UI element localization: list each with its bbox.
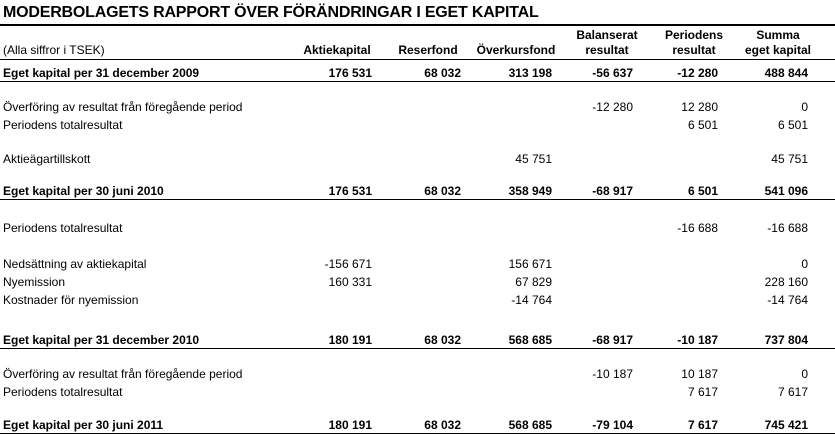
- col-header-line2: Överkursfond: [476, 43, 556, 57]
- cell-share-premium: 358 949: [508, 184, 552, 198]
- row-label: Periodens totalresultat: [3, 118, 123, 132]
- row-balance-2010-06-30: [0, 183, 835, 199]
- row-divider: [0, 348, 835, 349]
- cell-total-equity: 6 501: [777, 118, 808, 132]
- cell-retained-earnings: -10 187: [592, 367, 633, 381]
- row-label: Kostnader för nyemission: [3, 293, 139, 307]
- cell-share-capital: 180 191: [328, 418, 372, 432]
- cell-share-premium: 45 751: [515, 152, 552, 166]
- row-label: Eget kapital per 30 juni 2011: [3, 418, 164, 432]
- cell-total-equity: 745 421: [764, 418, 808, 432]
- col-header-total-equity: [723, 28, 833, 58]
- row-divider: [0, 199, 835, 200]
- cell-total-equity: -16 688: [767, 221, 808, 235]
- cell-share-premium: 568 685: [508, 418, 552, 432]
- row-share-capital-reduction: [0, 256, 835, 272]
- cell-share-capital: 160 331: [328, 275, 372, 289]
- row-label: Eget kapital per 30 juni 2010: [3, 184, 164, 198]
- cell-period-result: 10 187: [681, 367, 718, 381]
- cell-total-equity: 541 096: [764, 184, 808, 198]
- cell-share-capital: 176 531: [328, 66, 372, 80]
- cell-period-result: -16 688: [677, 221, 718, 235]
- col-header-line2: eget kapital: [744, 43, 812, 57]
- row-label: Eget kapital per 31 december 2010: [3, 333, 200, 347]
- col-header-line1: Periodens: [664, 28, 724, 42]
- row-divider: [0, 81, 835, 82]
- row-total-result-h2-2010: [0, 220, 835, 236]
- cell-reserve-fund: 68 032: [424, 184, 461, 198]
- cell-period-result: 7 617: [687, 418, 718, 432]
- row-new-issue-costs: [0, 292, 835, 308]
- cell-share-premium: 156 671: [508, 257, 552, 271]
- cell-period-result: 6 501: [687, 118, 718, 132]
- row-new-share-issue: [0, 274, 835, 290]
- col-header-line1: Summa: [756, 28, 800, 42]
- row-total-result-h1-2010: [0, 117, 835, 133]
- cell-share-capital: -156 671: [324, 257, 372, 271]
- report-title: MODERBOLAGETS RAPPORT ÖVER FÖRÄNDRINGAR I EGET KAPITAL: [3, 4, 539, 21]
- row-label: Aktieägartillskott: [3, 152, 91, 166]
- row-label: Nedsättning av aktiekapital: [3, 257, 147, 271]
- row-balance-2009-12-31: [0, 65, 835, 81]
- cell-share-capital: 176 531: [328, 184, 372, 198]
- units-note: (Alla siffror i TSEK): [3, 43, 105, 57]
- title-divider: [0, 24, 835, 26]
- cell-period-result: 6 501: [687, 184, 718, 198]
- cell-total-equity: 0: [801, 257, 808, 271]
- cell-total-equity: 0: [801, 367, 808, 381]
- row-label: Periodens totalresultat: [3, 221, 123, 235]
- cell-total-equity: 0: [801, 100, 808, 114]
- row-label: Överföring av resultat från föregående period: [3, 100, 243, 114]
- cell-total-equity: 7 617: [777, 385, 808, 399]
- cell-share-premium: -14 764: [511, 293, 552, 307]
- row-balance-2011-06-30: [0, 417, 835, 433]
- row-label: Nyemission: [3, 275, 66, 289]
- col-header-line2: resultat: [672, 43, 716, 57]
- cell-reserve-fund: 68 032: [424, 418, 461, 432]
- row-total-result-h1-2011: [0, 384, 835, 400]
- cell-share-premium: 67 829: [515, 275, 552, 289]
- col-header-line2: Reserfond: [398, 43, 458, 57]
- cell-retained-earnings: -68 917: [592, 333, 633, 347]
- cell-total-equity: 45 751: [771, 152, 808, 166]
- row-balance-2010-12-31: [0, 332, 835, 348]
- col-header-line2: Aktiekapital: [303, 43, 371, 57]
- cell-retained-earnings: -56 637: [592, 66, 633, 80]
- row-shareholder-contribution: [0, 151, 835, 167]
- cell-total-equity: 488 844: [764, 66, 808, 80]
- cell-reserve-fund: 68 032: [424, 333, 461, 347]
- row-label: Överföring av resultat från föregående period: [3, 367, 243, 381]
- cell-retained-earnings: -68 917: [592, 184, 633, 198]
- cell-period-result: -12 280: [677, 66, 718, 80]
- cell-period-result: -10 187: [677, 333, 718, 347]
- row-label: Periodens totalresultat: [3, 385, 123, 399]
- cell-share-premium: 313 198: [508, 66, 552, 80]
- cell-period-result: 12 280: [681, 100, 718, 114]
- cell-total-equity: 737 804: [764, 333, 808, 347]
- cell-total-equity: 228 160: [764, 275, 808, 289]
- cell-reserve-fund: 68 032: [424, 66, 461, 80]
- row-label: Eget kapital per 31 december 2009: [3, 66, 200, 80]
- cell-retained-earnings: -12 280: [592, 100, 633, 114]
- cell-total-equity: -14 764: [767, 293, 808, 307]
- cell-period-result: 7 617: [687, 385, 718, 399]
- cell-share-premium: 568 685: [508, 333, 552, 347]
- row-result-transfer-2011: [0, 366, 835, 382]
- col-header-line1: Balanserat: [576, 28, 638, 42]
- cell-share-capital: 180 191: [328, 333, 372, 347]
- row-result-transfer-2010: [0, 99, 835, 115]
- col-header-line2: resultat: [585, 43, 629, 57]
- cell-retained-earnings: -79 104: [592, 418, 633, 432]
- header-divider: [0, 59, 835, 60]
